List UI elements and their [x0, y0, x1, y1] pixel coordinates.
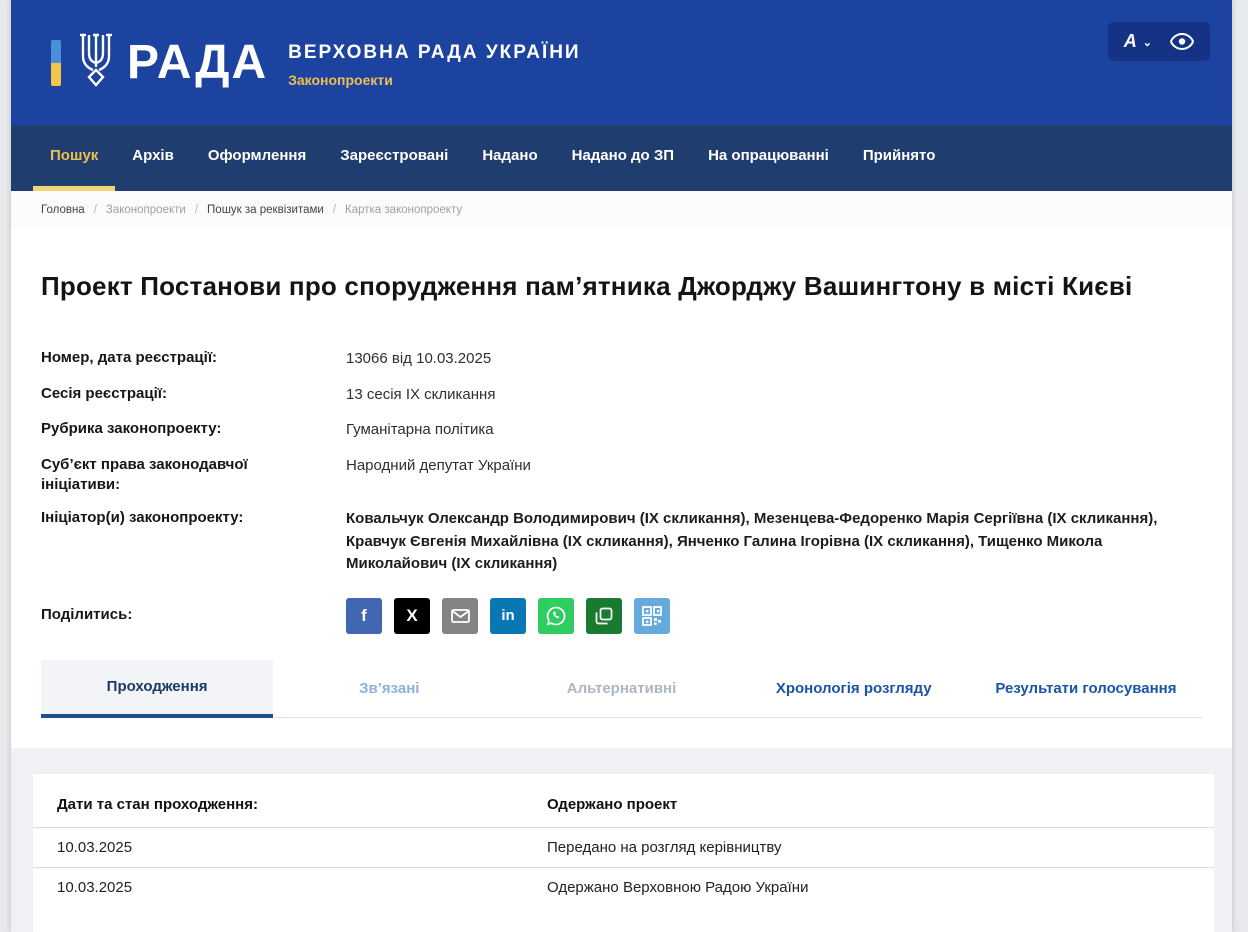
font-size-label: A	[1123, 31, 1137, 51]
tab-khronolohiia[interactable]: Хронологія розгляду	[738, 660, 970, 718]
nav-item-poshuk[interactable]: Пошук	[33, 125, 115, 191]
share-row	[41, 598, 1202, 634]
page	[11, 0, 1232, 932]
accessibility-controls	[1108, 22, 1210, 61]
breadcrumb-bill-card: Картка законопроекту	[345, 204, 463, 216]
column-header-status: Одержано проект	[547, 795, 678, 813]
share-x-button[interactable]	[394, 598, 430, 634]
qr-code-icon	[642, 606, 662, 626]
nav-item-na-opratsiuvanni[interactable]: На опрацюванні	[708, 147, 829, 164]
tab-alternatyvni[interactable]: Альтернативні	[505, 660, 737, 718]
breadcrumb	[11, 191, 1232, 227]
bill-card	[11, 227, 1232, 748]
table-row	[33, 867, 1214, 907]
logo-text[interactable]: РАДА	[127, 35, 269, 89]
share-email-button[interactable]	[442, 598, 478, 634]
field-label-number: Номер, дата реєстрації:	[41, 349, 218, 366]
page-title: Проект Постанови про спорудження пам’ятника Джорджу Вашингтону в місті Києві	[41, 271, 1133, 301]
breadcrumb-separator: /	[93, 204, 97, 216]
share-label: Поділитись:	[41, 605, 133, 623]
site-subtitle: Законопроекти	[288, 71, 393, 88]
nav-item-nadano[interactable]: Надано	[482, 147, 538, 164]
nav-item-arkhiv[interactable]: Архів	[132, 147, 174, 164]
x-twitter-icon: X	[406, 605, 418, 625]
nav-item-nadano-do-zp[interactable]: Надано до ЗП	[571, 147, 675, 164]
field-value-rubric: Гуманітарна політика	[346, 421, 494, 438]
share-whatsapp-button[interactable]	[538, 598, 574, 634]
eye-icon	[1170, 33, 1194, 50]
email-icon	[451, 609, 470, 623]
tab-zviazani[interactable]: Зв’язані	[273, 660, 505, 718]
field-value-initiators: Ковальчук Олександр Володимирович (ІХ скликання), Мезенцева-Федоренко Марія Сергіївна (ІХ скликання), Кравчук Євгенія Михайлівна (ІХ скликання), Янченко Галина Ігорівна (ІХ скликання), Тищенко Микола Миколайович (ІХ скликання)	[346, 510, 1158, 572]
tab-rezultaty[interactable]: Результати голосування	[970, 660, 1202, 718]
tab-prokhodzhennia[interactable]: Проходження	[41, 660, 273, 718]
chevron-down-icon: ⌄	[1142, 37, 1152, 49]
breadcrumb-bills[interactable]: Законопроекти	[105, 204, 186, 216]
font-size-button[interactable]	[1124, 31, 1152, 52]
linkedin-icon: in	[501, 607, 515, 624]
facebook-icon: f	[361, 605, 367, 625]
copy-icon	[595, 607, 613, 625]
breadcrumb-separator: /	[332, 204, 337, 216]
breadcrumb-search[interactable]: Пошук за реквізитами	[207, 204, 324, 216]
field-label-session: Сесія реєстрації:	[41, 384, 167, 402]
breadcrumb-home[interactable]: Головна	[41, 204, 85, 216]
share-buttons	[346, 598, 766, 634]
share-linkedin-button[interactable]	[490, 598, 526, 634]
passage-section	[11, 748, 1232, 932]
cell-status: Передано на розгляд керівництву	[547, 838, 782, 856]
passage-card	[33, 774, 1214, 932]
bill-tabs	[41, 660, 1202, 718]
field-value-number: 13066 від 10.03.2025	[346, 350, 492, 367]
nav-item-zareiestrovani[interactable]: Зареєстровані	[340, 147, 449, 164]
breadcrumb-separator: /	[194, 204, 199, 216]
whatsapp-icon	[546, 606, 566, 626]
nav-item-oformlennia[interactable]: Оформлення	[207, 147, 307, 164]
field-label-subject: Суб’єкт права законодавчої ініціативи:	[41, 455, 248, 493]
cell-date: 10.03.2025	[57, 838, 133, 856]
ukraine-flag-bar	[51, 40, 61, 86]
field-value-subject: Народний депутат України	[346, 456, 531, 474]
main-nav	[11, 125, 1232, 191]
share-copy-button[interactable]	[586, 598, 622, 634]
site-header	[11, 0, 1232, 125]
field-label-rubric: Рубрика законопроекту:	[41, 420, 222, 437]
nav-item-pryiniato[interactable]: Прийнято	[862, 147, 936, 164]
site-title-block	[288, 38, 580, 88]
column-header-dates: Дати та стан проходження:	[57, 795, 258, 813]
field-value-session: 13 сесія ІХ скликання	[346, 385, 496, 403]
contrast-eye-button[interactable]	[1170, 33, 1194, 50]
cell-date: 10.03.2025	[57, 878, 133, 896]
bill-fields	[41, 348, 1202, 576]
share-qr-button[interactable]	[634, 598, 670, 634]
cell-status: Одержано Верховною Радою України	[547, 878, 809, 896]
site-title: ВЕРХОВНА РАДА УКРАЇНИ	[288, 41, 581, 63]
field-label-initiators: Ініціатор(и) законопроекту:	[41, 509, 244, 526]
table-row	[33, 827, 1214, 867]
table-header-row	[33, 774, 1214, 827]
share-facebook-button[interactable]	[346, 598, 382, 634]
passage-table	[33, 774, 1214, 907]
tryzub-coat-of-arms-icon	[75, 32, 117, 93]
